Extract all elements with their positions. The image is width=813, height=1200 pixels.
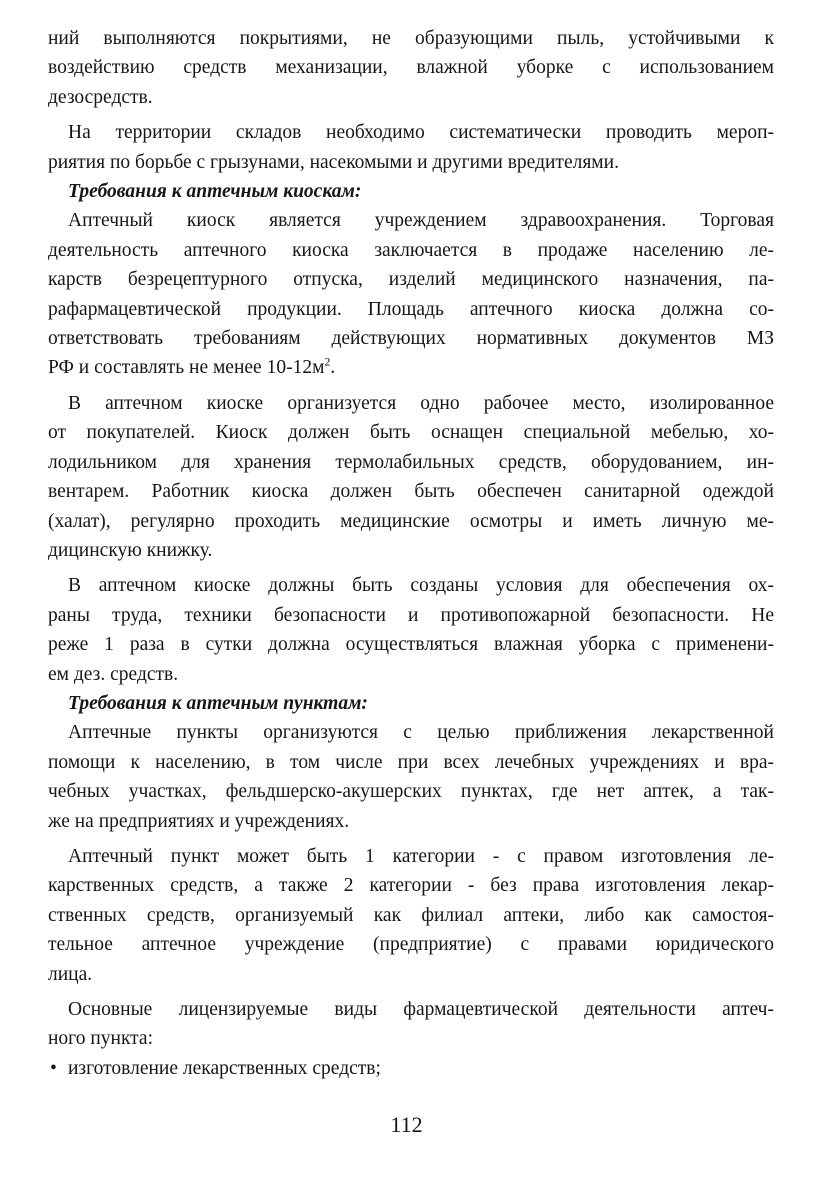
text-line: На территории складов необходимо систематически проводить мероп-	[68, 122, 774, 144]
text-line: ственных средств, организуемый как филиал аптеки, либо как самостоя-	[48, 904, 774, 926]
text-line: ний выполняются покрытиями, не образующими пыль, устойчивыми к	[48, 28, 774, 49]
page-number: 112	[390, 1112, 423, 1137]
intro-paragraph-1	[48, 24, 774, 112]
text-line: раны труда, техники безопасности и противопожарной безопасности. Не	[48, 604, 774, 626]
section-heading-kiosk: Требования к аптечным киоскам:	[68, 181, 362, 203]
text-line: риятия по борьбе с грызунами, насекомыми и другими вредителями.	[48, 151, 619, 173]
text-line: Аптечный киоск является учреждением здравоохранения. Торговая	[68, 210, 774, 232]
point-paragraph-3	[48, 995, 774, 1054]
text-line: В аптечном киоске организуется одно рабочее место, изолированное	[68, 392, 774, 414]
text-line: вентарем. Работник киоска должен быть обеспечен санитарной одеждой	[48, 481, 774, 503]
text-line: чебных участках, фельдшерско-акушерских пунктах, где нет аптек, а так-	[48, 781, 774, 803]
text-line: карственных средств, а также 2 категории - без права изготовления лекар-	[48, 875, 774, 897]
text-line: лица.	[48, 963, 93, 985]
text-line: тельное аптечное учреждение (предприятие) с правами юридического	[48, 934, 774, 956]
text-line: рафармацевтической продукции. Площадь аптечного киоска должна со-	[48, 298, 774, 320]
text-line: В аптечном киоске должны быть созданы условия для обеспечения ох-	[68, 575, 774, 597]
text-fragment: .	[330, 357, 336, 379]
document-page	[48, 24, 774, 1083]
text-line: (халат), регулярно проходить медицинские осмотры и иметь личную ме-	[48, 510, 774, 532]
text-line: же на предприятиях и учреждениях.	[48, 810, 350, 832]
text-line: карств безрецептурного отпуска, изделий медицинского назначения, па-	[48, 269, 774, 291]
bullet-icon: •	[50, 1057, 57, 1079]
kiosk-paragraph-1	[48, 206, 774, 382]
point-paragraph-2	[48, 842, 774, 989]
text-line: реже 1 раза в сутки должна осуществляться влажная уборка с применени-	[48, 634, 774, 656]
list-item-text: изготовление лекарственных средств;	[68, 1057, 381, 1079]
text-line: от покупателей. Киоск должен быть оснащен специальной мебелью, хо-	[48, 422, 774, 444]
intro-paragraph-2	[48, 118, 774, 177]
text-fragment: РФ и составлять не менее 10-12м	[48, 357, 325, 379]
text-line: ответствовать требованиям действующих нормативных документов МЗ	[48, 328, 774, 350]
text-line: ем дез. средств.	[48, 663, 179, 685]
section-heading-pharmacy-point: Требования к аптечным пунктам:	[68, 692, 368, 714]
text-line: дезосредств.	[48, 86, 153, 108]
list-item	[48, 1054, 774, 1083]
text-line: Основные лицензируемые виды фармацевтической деятельности аптеч-	[68, 999, 774, 1020]
text-line: дицинскую книжку.	[48, 539, 213, 561]
kiosk-paragraph-3	[48, 571, 774, 689]
text-line: помощи к населению, в том числе при всех лечебных учреждениях и вра-	[48, 751, 774, 773]
text-line	[48, 353, 774, 382]
text-line: лодильником для хранения термолабильных средств, оборудованием, ин-	[48, 451, 774, 473]
text-line: ного пункта:	[48, 1028, 153, 1050]
text-line: воздействию средств механизации, влажной уборке с использованием	[48, 57, 774, 79]
text-line: деятельность аптечного киоска заключается в продаже населению ле-	[48, 239, 774, 261]
kiosk-paragraph-2	[48, 389, 774, 565]
text-line: Аптечные пункты организуются с целью приближения лекарственной	[68, 722, 774, 744]
point-paragraph-1	[48, 718, 774, 836]
text-line: Аптечный пункт может быть 1 категории - с правом изготовления ле-	[68, 845, 774, 867]
superscript: 2	[324, 354, 331, 369]
